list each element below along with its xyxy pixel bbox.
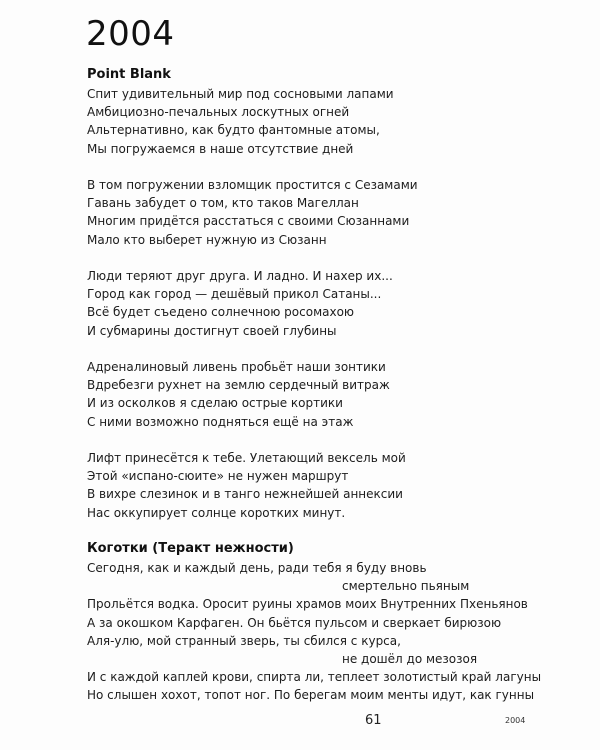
poem-title-kogotki: Коготки (Теракт нежности): [87, 541, 294, 556]
year-heading: 2004: [86, 14, 175, 54]
poem-line: С ними возможно подняться ещё на этаж: [87, 414, 354, 429]
poem-line: Гавань забудет о том, кто таков Магеллан: [87, 196, 359, 211]
poem-line: Альтернативно, как будто фантомные атомы,: [87, 123, 380, 138]
poem-line: Люди теряют друг друга. И ладно. И нахер их...: [87, 269, 393, 283]
poem-line: И с каждой каплей крови, спирта ли, теплеет золотистый край лагуны: [87, 670, 542, 685]
page-number: 61: [365, 713, 382, 728]
poem-line: И субмарины достигнут своей глубины: [87, 323, 337, 338]
poem-line: Адреналиновый ливень пробьёт наши зонтики: [87, 360, 386, 374]
poem-line: Мало кто выберет нужную из Сюзанн: [87, 232, 327, 247]
poem-body-kogotki: [87, 559, 547, 723]
poem-line: Но слышен хохот, топот ног. По берегам моим менты идут, как гунны: [87, 688, 535, 703]
poem-line: Прольётся водка. Оросит руины храмов моих Внутренних Пхеньянов: [87, 597, 528, 612]
poem-line: И из осколков я сделаю острые кортики: [87, 396, 343, 411]
poem-line: Аля-улю, мой странный зверь, ты сбился с курса,: [87, 633, 401, 648]
poem-line: Город как город — дешёвый прикол Сатаны...: [87, 287, 382, 302]
poem-line: В вихре слезинок и в танго нежнейшей аннексии: [87, 487, 403, 502]
stanza: [87, 176, 547, 249]
poem-line: А за окошком Карфаген. Он бьётся пульсом и сверкает бирюзою: [87, 615, 502, 630]
poem-line: Лифт принесётся к тебе. Улетающий вексель мой: [87, 451, 406, 465]
poem-line: Многим придётся расстаться с своими Сюзаннами: [87, 214, 410, 229]
poem-line: смертельно пьяным: [342, 579, 470, 594]
stanza: [87, 85, 547, 158]
poem-line: Сегодня, как и каждый день, ради тебя я буду вновь: [87, 561, 427, 575]
poem-line: В том погружении взломщик простится с Сезамами: [87, 178, 418, 192]
poem-line: Спит удивительный мир под сосновыми лапами: [87, 87, 394, 101]
stanza: [87, 358, 547, 431]
poem-line: Нас оккупирует солнце коротких минут.: [87, 505, 346, 520]
poem-line: Мы погружаемся в наше отсутствие дней: [87, 141, 354, 156]
poem-line: Амбициозно-печальных лоскутных огней: [87, 105, 350, 120]
poem-line: Всё будет съедено солнечною росомахою: [87, 305, 355, 320]
poem-title-point-blank: Point Blank: [87, 67, 171, 82]
stanza: [87, 267, 547, 340]
poem-body-point-blank: [87, 85, 547, 540]
running-head: 2004: [505, 716, 526, 725]
poem-line: не дошёл до мезозоя: [342, 652, 478, 667]
stanza: [87, 559, 547, 705]
poem-line: Этой «испано-сюите» не нужен маршрут: [87, 469, 349, 484]
poem-line: Вдребезги рухнет на землю сердечный витраж: [87, 378, 390, 393]
stanza: [87, 449, 547, 522]
